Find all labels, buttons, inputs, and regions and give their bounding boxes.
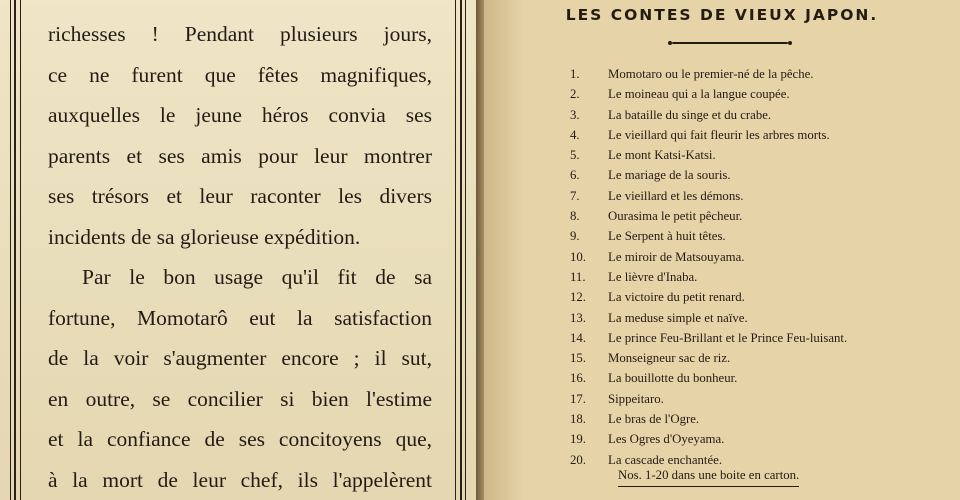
tale-number: 8.	[570, 209, 580, 224]
tale-title: Le mariage de la souris.	[608, 168, 731, 183]
tale-title: Le bras de l'Ogre.	[608, 412, 700, 427]
tale-title: Momotaro ou le premier-né de la pêche.	[608, 67, 814, 81]
tale-item	[570, 287, 950, 307]
tale-item	[570, 105, 950, 125]
text-line: de la voir s'augmenter encore ; il sut,	[48, 346, 432, 370]
tale-title: Le miroir de Matsouyama.	[608, 249, 745, 264]
tale-number: 15.	[570, 351, 586, 366]
tale-title: Le vieillard et les démons.	[608, 188, 744, 203]
tale-item	[570, 84, 950, 104]
tale-item	[570, 64, 950, 84]
tale-number: 11.	[570, 269, 586, 284]
tale-item	[570, 429, 950, 449]
tale-title: Le vieillard qui fait fleurir les arbres morts.	[608, 127, 830, 142]
tale-number: 4.	[570, 127, 580, 142]
text-line: en outre, se concilier si bien l'estime	[48, 386, 432, 411]
tale-title: Ourasima le petit pêcheur.	[608, 209, 743, 224]
tale-number: 7.	[570, 188, 580, 203]
tale-item	[570, 308, 950, 328]
tale-title: La victoire du petit renard.	[608, 290, 745, 305]
tale-item	[570, 450, 950, 470]
tale-item	[570, 409, 950, 429]
tale-item	[570, 125, 950, 145]
tale-item	[570, 368, 950, 388]
text-line: ce ne furent que fêtes magnifiques,	[48, 62, 432, 87]
tale-title: Le Serpent à huit têtes.	[608, 229, 726, 244]
series-title: LES CONTES DE VIEUX JAPON.	[565, 6, 879, 24]
tale-title: Monseigneur sac de riz.	[608, 351, 731, 366]
box-note: Nos. 1-20 dans une boite en carton.	[618, 468, 799, 487]
tale-item	[570, 389, 950, 409]
text-line: à la mort de leur chef, ils l'appelèrent	[48, 467, 432, 492]
tale-item	[570, 267, 950, 287]
story-text	[48, 14, 432, 500]
tale-item	[570, 226, 950, 246]
tale-title: Le lièvre d'Inaba.	[608, 269, 698, 284]
tale-number: 2.	[570, 87, 580, 102]
tale-title: La meduse simple et naïve.	[608, 310, 748, 325]
tale-number: 13.	[570, 310, 586, 325]
tale-number: 6.	[570, 168, 580, 183]
right-page	[484, 0, 960, 500]
text-line: Par le bon usage qu'il fit de sa	[82, 265, 432, 289]
tale-number: 19.	[570, 432, 586, 447]
paragraph-2	[48, 257, 432, 500]
tale-item	[570, 328, 950, 348]
tale-number: 1.	[570, 67, 580, 81]
tale-number: 17.	[570, 391, 586, 406]
tale-title: La bouillotte du bonheur.	[608, 371, 738, 386]
tale-title: Sippeitaro.	[608, 391, 664, 406]
tale-item	[570, 186, 950, 206]
tale-item	[570, 206, 950, 226]
text-line: et la confiance de ses concitoyens que,	[48, 427, 432, 451]
text-line: parents et ses amis pour leur montrer	[48, 143, 432, 168]
tale-item	[570, 247, 950, 267]
tale-title: La bataille du singe et du crabe.	[608, 107, 772, 122]
book-gutter	[476, 0, 484, 500]
tale-number: 12.	[570, 290, 586, 305]
tale-list	[570, 64, 950, 470]
tale-number: 3.	[570, 107, 580, 122]
tale-title: Les Ogres d'Oyeyama.	[608, 432, 725, 447]
tale-number: 18.	[570, 412, 586, 427]
tale-title: Le moineau qui a la langue coupée.	[608, 87, 790, 102]
tale-number: 14.	[570, 330, 586, 345]
tale-number: 16.	[570, 371, 586, 386]
tale-item	[570, 348, 950, 368]
title-divider	[672, 42, 788, 44]
tale-title: Le prince Feu-Brillant et le Prince Feu-luisant.	[608, 330, 848, 345]
left-page	[0, 0, 476, 500]
text-line: auxquelles le jeune héros convia ses	[48, 103, 432, 127]
tale-title: La cascade enchantée.	[608, 452, 723, 467]
text-line: richesses ! Pendant plusieurs jours,	[48, 22, 432, 46]
tale-item	[570, 165, 950, 185]
text-line: fortune, Momotarô eut la satisfaction	[48, 305, 432, 330]
tale-item	[570, 145, 950, 165]
tale-number: 5.	[570, 148, 580, 163]
tale-number: 9.	[570, 229, 580, 244]
tale-number: 10.	[570, 249, 586, 264]
tale-title: Le mont Katsi-Katsi.	[608, 148, 716, 163]
text-line: ses trésors et leur raconter les divers	[48, 184, 432, 208]
tale-number: 20.	[570, 452, 586, 467]
paragraph-1	[48, 14, 432, 257]
text-line: incidents de sa glorieuse expédition.	[48, 224, 361, 249]
